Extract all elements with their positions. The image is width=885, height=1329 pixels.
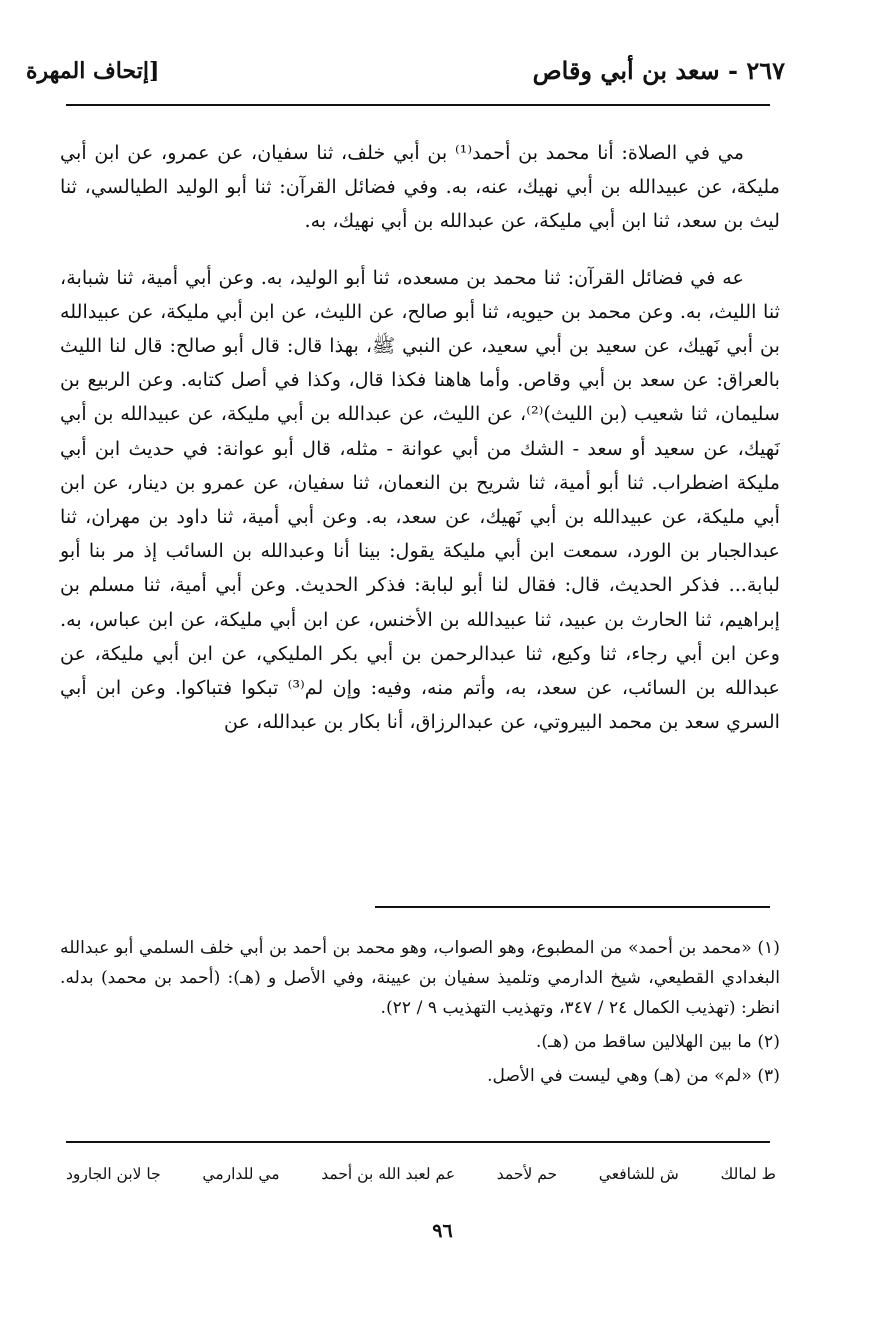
footnote: (٣) «لم» من (هـ) وهي ليست في الأصل. (487, 1066, 780, 1086)
legend-item: جا لابن الجارود (66, 1165, 161, 1183)
legend-item: ط لمالك (720, 1165, 776, 1183)
footnote: (١) «محمد بن أحمد» من المطبوع، وهو الصواب، وهو محمد بن أحمد بن أبي خلف السلمي أبو عبدالله البغدادي القطيعي، شيخ الدارمي وتلميذ سفيان بن عيينة، وفي الأصل و (هـ): (أحمد بن محمد) بدله. انظر: (تهذيب الكمال ٢٤ / ٣٤٧، وتهذيب التهذيب ٩ / ٢٢). (60, 938, 780, 1018)
page-number: ٩٦ (432, 1220, 453, 1242)
legend-item: مي للدارمي (202, 1165, 280, 1183)
abbreviation-legend (66, 1160, 776, 1188)
paragraph: عه في فضائل القرآن: ثنا محمد بن مسعده، ثنا أبو الوليد، به. وعن أبي أمية، ثنا شبابة، ثنا الليث، به. وعن محمد بن حيويه، ثنا أبو صالح، عن الليث، عن ابن أبي مليكة، عن عبيدالله بن أبي نَهيك، عن سعيد بن أبي سعيد، عن النبي ﷺ، بهذا قال: قال أبو صالح: قال لنا الليث بالعراق: عن سعد بن أبي وقاص. وأما هاهنا فكذا قال، وكذا في أصل كتابه. وعن الربيع بن سليمان، ثنا شعيب (بن الليث)⁽²⁾، عن الليث، عن عبدالله بن أبي مليكة، عن عبيدالله بن أبي نَهيك، عن سعيد أو سعد - الشك من أبي عوانة - مثله، قال أبو عوانة: في حديث ابن أبي مليكة اضطراب. ثنا أبو أمية، ثنا شريح بن النعمان، ثنا سفيان، عن عمرو بن دينار، عن ابن أبي مليكة، عن عبيدالله بن أبي نَهيك، عن سعد، به. وعن أبي أمية، ثنا داود بن مهران، ثنا عبدالجبار بن الورد، سمعت ابن أبي مليكة يقول: بينا أنا وعبدالله بن السائب إذ مر بنا أبو لبابة... فذكر الحديث، قال: فقال لنا أبو لبابة: فذكر الحديث. وعن أبي أمية، ثنا مسلم بن إبراهيم، ثنا الحارث بن عبيد، ثنا عبيدالله بن الأخنس، عن ابن أبي مليكة، عن ابن عباس، به. وعن ابن أبي رجاء، ثنا وكيع، ثنا عبدالرحمن بن أبي بكر المليكي، عن ابن أبي مليكة، عن عبدالله بن السائب، عن سعد، به، وأتم منه، وفيه: وإن لم⁽³⁾ تبكوا فتباكوا. وعن ابن أبي السري سعد بن محمد البيروتي، عن عبدالرزاق، أنا بكار بن عبدالله، عن (60, 265, 780, 734)
section-title: ٢٦٧ - سعد بن أبي وقاص (532, 56, 785, 85)
running-header (26, 50, 785, 98)
footnote: (٢) ما بين الهلالين ساقط من (هـ). (535, 1032, 780, 1052)
legend-item: ش للشافعي (598, 1165, 679, 1183)
legend-item: حم لأحمد (496, 1165, 558, 1183)
footnote-divider (375, 906, 770, 908)
header-divider (66, 104, 770, 106)
main-text (60, 136, 780, 739)
legend-item: عم لعبد الله بن أحمد (321, 1165, 456, 1183)
paragraph: مي في الصلاة: أنا محمد بن أحمد⁽¹⁾ بن أبي خلف، ثنا سفيان، عن عمرو، عن ابن أبي مليكة، عن عبيدالله بن أبي نهيك، عنه، به. وفي فضائل القرآن: ثنا أبو الوليد الطيالسي، ثنا ليث بن سعد، ثنا ابن أبي مليكة، عن عبدالله بن أبي نهيك، به. (60, 141, 780, 233)
book-title: [إتحاف المهرة (26, 58, 160, 84)
footnotes (60, 933, 780, 1091)
legend-divider (66, 1141, 770, 1143)
